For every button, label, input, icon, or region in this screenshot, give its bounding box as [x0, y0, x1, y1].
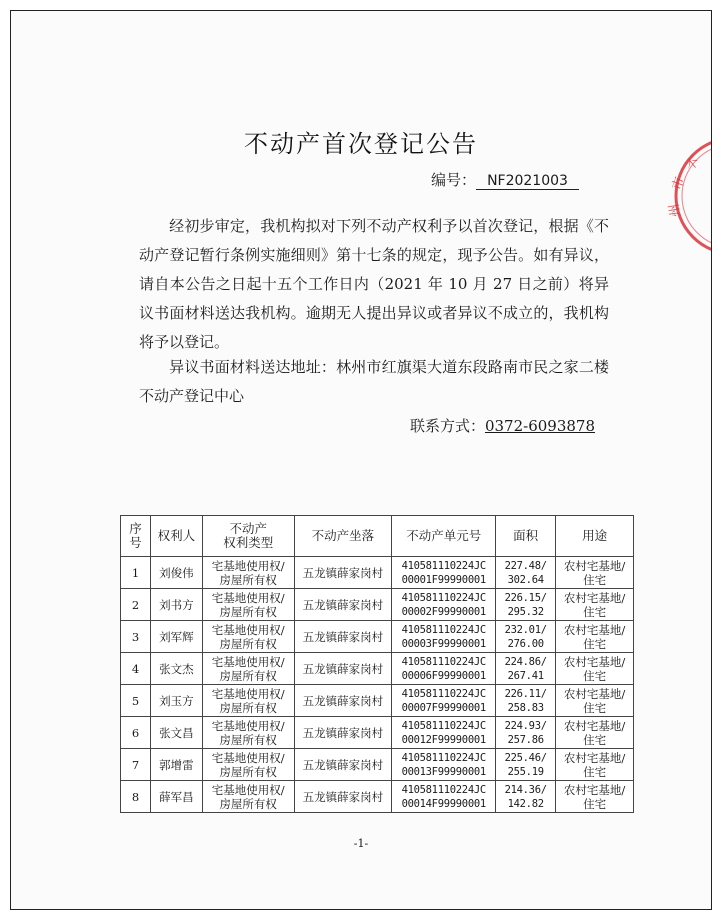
table-cell: 农村宅基地/ 住宅	[556, 781, 634, 813]
announcement-paragraph	[139, 212, 609, 357]
announcement-text: 经初步审定，我机构拟对下列不动产权利予以首次登记，根据《不动产登记暂行条例实施细则》第十七条的规定，现予公告。如有异议，请自本公告之日起十五个工作日内（2021 年 10 月 27 日之前）将异议书面材料送达我机构。逾期无人提出异议或者异议不成立的，我机构将予以登记。	[139, 217, 609, 351]
table-cell: 224.86/ 267.41	[496, 653, 556, 685]
table-cell: 农村宅基地/ 住宅	[556, 717, 634, 749]
table-cell: 刘玉方	[150, 685, 202, 717]
table-cell: 宅基地使用权/ 房屋所有权	[202, 685, 294, 717]
table-body	[121, 557, 634, 813]
table-cell: 农村宅基地/ 住宅	[556, 749, 634, 781]
table-cell: 农村宅基地/ 住宅	[556, 557, 634, 589]
document-number-value: NF2021003	[476, 173, 579, 190]
table-cell: 410581110224JC 00007F99990001	[392, 685, 496, 717]
table-cell: 4	[121, 653, 151, 685]
table-cell: 张文昌	[150, 717, 202, 749]
table-header-cell: 面积	[496, 516, 556, 557]
address-paragraph	[139, 353, 609, 411]
table-cell: 226.15/ 295.32	[496, 589, 556, 621]
document-number-label: 编号：	[431, 171, 477, 189]
table-cell: 五龙镇薛家岗村	[294, 589, 392, 621]
contact-info	[410, 415, 595, 436]
table-cell: 农村宅基地/ 住宅	[556, 589, 634, 621]
table-row	[121, 781, 634, 813]
table-header-cell: 不动产单元号	[392, 516, 496, 557]
table-cell: 7	[121, 749, 151, 781]
registration-table	[120, 515, 634, 813]
table-cell: 宅基地使用权/ 房屋所有权	[202, 749, 294, 781]
svg-text:市: 市	[669, 175, 689, 193]
table-cell: 1	[121, 557, 151, 589]
table-row	[121, 557, 634, 589]
page-title: 不动产首次登记公告	[244, 130, 478, 158]
table-cell: 宅基地使用权/ 房屋所有权	[202, 781, 294, 813]
table-cell: 刘军辉	[150, 621, 202, 653]
table-cell: 五龙镇薛家岗村	[294, 621, 392, 653]
svg-text:州: 州	[666, 202, 684, 218]
table-row	[121, 653, 634, 685]
table-cell: 225.46/ 255.19	[496, 749, 556, 781]
table-header-cell: 权利人	[150, 516, 202, 557]
table-cell: 宅基地使用权/ 房屋所有权	[202, 717, 294, 749]
table-cell: 224.93/ 257.86	[496, 717, 556, 749]
table-cell: 226.11/ 258.83	[496, 685, 556, 717]
table-cell: 宅基地使用权/ 房屋所有权	[202, 653, 294, 685]
table-cell: 宅基地使用权/ 房屋所有权	[202, 621, 294, 653]
table-cell: 五龙镇薛家岗村	[294, 557, 392, 589]
table-cell: 410581110224JC 00002F99990001	[392, 589, 496, 621]
table-header-cell: 序 号	[121, 516, 151, 557]
table-cell: 5	[121, 685, 151, 717]
table-cell: 五龙镇薛家岗村	[294, 653, 392, 685]
table-row	[121, 685, 634, 717]
table-cell: 五龙镇薛家岗村	[294, 781, 392, 813]
table-cell: 410581110224JC 00012F99990001	[392, 717, 496, 749]
table-cell: 宅基地使用权/ 房屋所有权	[202, 557, 294, 589]
table-cell: 五龙镇薛家岗村	[294, 685, 392, 717]
document-number	[431, 169, 579, 190]
table-cell: 410581110224JC 00003F99990001	[392, 621, 496, 653]
table-cell: 刘书方	[150, 589, 202, 621]
table-cell: 刘俊伟	[150, 557, 202, 589]
table-cell: 宅基地使用权/ 房屋所有权	[202, 589, 294, 621]
contact-phone: 0372-6093878	[484, 417, 595, 435]
svg-text:不: 不	[682, 154, 703, 175]
table-cell: 214.36/ 142.82	[496, 781, 556, 813]
table-cell: 410581110224JC 00001F99990001	[392, 557, 496, 589]
table-cell: 410581110224JC 00014F99990001	[392, 781, 496, 813]
table-cell: 232.01/ 276.00	[496, 621, 556, 653]
table-row	[121, 749, 634, 781]
table-header-cell: 不动产坐落	[294, 516, 392, 557]
table-row	[121, 589, 634, 621]
address-text: 异议书面材料送达地址：林州市红旗渠大道东段路南市民之家二楼不动产登记中心	[139, 358, 609, 405]
table-cell: 6	[121, 717, 151, 749]
table-cell: 五龙镇薛家岗村	[294, 717, 392, 749]
table-header-row	[121, 516, 634, 557]
table-row	[121, 717, 634, 749]
contact-label: 联系方式：	[409, 417, 485, 435]
table-cell: 农村宅基地/ 住宅	[556, 685, 634, 717]
table-cell: 8	[121, 781, 151, 813]
table-cell: 薛军昌	[150, 781, 202, 813]
table-cell: 410581110224JC 00013F99990001	[392, 749, 496, 781]
table-cell: 227.48/ 302.64	[496, 557, 556, 589]
table-cell: 农村宅基地/ 住宅	[556, 653, 634, 685]
table-header-cell: 不动产 权利类型	[202, 516, 294, 557]
page-number: -1-	[353, 837, 369, 850]
table-cell: 2	[121, 589, 151, 621]
table-cell: 五龙镇薛家岗村	[294, 749, 392, 781]
table-cell: 农村宅基地/ 住宅	[556, 621, 634, 653]
document-page	[10, 10, 712, 910]
table-cell: 张文杰	[150, 653, 202, 685]
table-cell: 郭增雷	[150, 749, 202, 781]
table-cell: 410581110224JC 00006F99990001	[392, 653, 496, 685]
table-row	[121, 621, 634, 653]
table-header-cell: 用途	[556, 516, 634, 557]
table-cell: 3	[121, 621, 151, 653]
